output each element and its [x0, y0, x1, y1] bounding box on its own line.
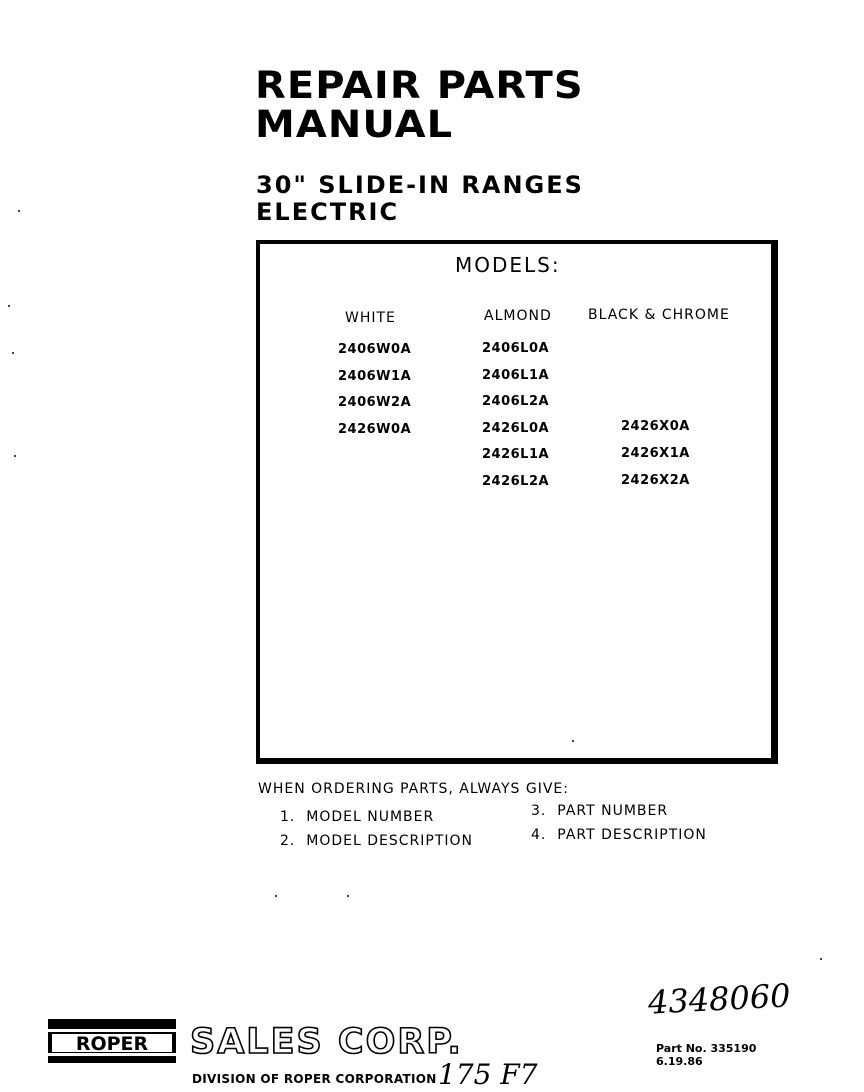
model-cell: 2426X0A: [621, 419, 690, 434]
subtitle-line-2: ELECTRIC: [256, 198, 400, 226]
ordering-heading: WHEN ORDERING PARTS, ALWAYS GIVE:: [258, 781, 569, 797]
ordering-item-number: 4.: [531, 827, 547, 843]
ordering-item-number: 1.: [280, 809, 296, 825]
model-cell: 2426X1A: [621, 446, 690, 461]
column-header-almond: ALMOND: [484, 308, 552, 324]
scan-speck: [820, 958, 822, 960]
ordering-item-4: [531, 827, 707, 843]
scan-speck: [347, 895, 349, 897]
model-cell: 2406W2A: [338, 395, 412, 410]
ordering-item-text: MODEL DESCRIPTION: [306, 833, 473, 849]
models-heading: MODELS:: [455, 253, 561, 277]
roper-logo-text: ROPER: [75, 1033, 149, 1055]
scan-speck: [8, 305, 10, 307]
handwritten-code: 175 F7: [438, 1058, 538, 1091]
model-cell: 2406L1A: [482, 368, 550, 383]
column-header-white: WHITE: [345, 310, 396, 326]
ordering-item-text: PART NUMBER: [557, 803, 669, 819]
ordering-item-3: [531, 803, 668, 819]
title-line-2: MANUAL: [255, 103, 454, 146]
ordering-item-number: 3.: [531, 803, 547, 819]
scan-speck: [12, 352, 14, 354]
model-cell: 2406L2A: [482, 394, 550, 409]
roper-logo: [48, 1019, 176, 1063]
scan-speck: [572, 740, 574, 742]
model-cell: 2426L2A: [482, 474, 550, 489]
model-cell: 2426L0A: [482, 421, 550, 436]
scan-speck: [18, 210, 20, 212]
model-cell: 2426X2A: [621, 473, 690, 488]
scan-speck: [14, 455, 16, 457]
model-cell: 2426W0A: [338, 422, 412, 437]
ordering-item-1: [280, 809, 434, 825]
subtitle-line-1: 30" SLIDE-IN RANGES: [256, 171, 584, 199]
company-name: SALES CORP.: [190, 1022, 463, 1062]
print-date: 6.19.86: [656, 1055, 703, 1068]
model-cell: 2406W0A: [338, 342, 412, 357]
manual-title: [255, 66, 584, 144]
ordering-item-number: 2.: [280, 833, 296, 849]
ordering-item-text: PART DESCRIPTION: [557, 827, 707, 843]
ordering-item-2: [280, 833, 473, 849]
model-cell: 2406W1A: [338, 369, 412, 384]
part-number: Part No. 335190: [656, 1042, 757, 1055]
ordering-item-text: MODEL NUMBER: [306, 809, 435, 825]
manual-subtitle: [256, 172, 584, 226]
handwritten-number: 4348060: [647, 976, 792, 1022]
column-header-black-chrome: BLACK & CHROME: [588, 307, 730, 323]
title-line-1: REPAIR PARTS: [255, 64, 584, 107]
part-number-block: [656, 1042, 756, 1068]
division-line: DIVISION OF ROPER CORPORATION: [192, 1072, 437, 1086]
model-cell: 2406L0A: [482, 341, 550, 356]
scan-speck: [275, 895, 277, 897]
model-cell: 2426L1A: [482, 447, 550, 462]
